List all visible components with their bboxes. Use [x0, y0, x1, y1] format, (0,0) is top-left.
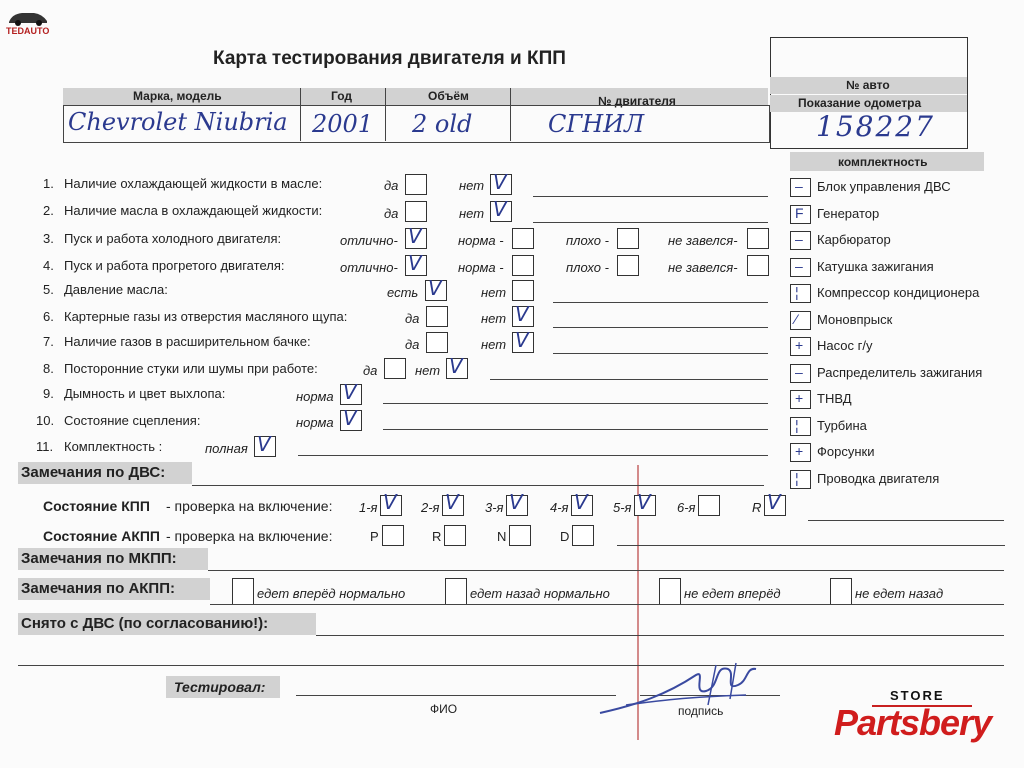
col-divider — [510, 88, 511, 141]
question-text: Наличие охлаждающей жидкости в масле: — [64, 176, 323, 191]
option-label: нет — [481, 285, 507, 300]
akpp-remarks-line — [210, 604, 1004, 605]
akpp-option-checkbox[interactable] — [830, 578, 852, 605]
answer-line — [490, 379, 768, 380]
kit-item-label: Катушка зажигания — [817, 258, 934, 274]
option-checkbox[interactable] — [405, 174, 427, 195]
question-number: 3. — [43, 231, 54, 246]
check-mark: V — [383, 490, 397, 514]
partsbery-logo — [832, 688, 1012, 758]
question-text: Состояние сцепления: — [64, 413, 201, 428]
answer-line — [298, 455, 768, 456]
check-mark: V — [408, 224, 422, 248]
option-label: норма — [296, 415, 334, 430]
kit-item-label: Генератор — [817, 205, 880, 221]
akpp-option-checkbox[interactable] — [232, 578, 254, 605]
fio-line — [296, 695, 616, 696]
akpp-option-label: едет назад нормально — [470, 586, 610, 601]
option-label: норма - — [458, 260, 504, 275]
akpp-option-label: едет вперёд нормально — [257, 586, 406, 601]
option-label: не завелся- — [668, 233, 738, 248]
kit-checkbox[interactable] — [790, 311, 811, 330]
kit-mark: ⁄ — [795, 310, 798, 327]
check-mark: V — [515, 328, 529, 352]
akpp-mode-checkbox[interactable] — [444, 525, 466, 546]
kit-checkbox[interactable] — [790, 417, 811, 436]
option-label: нет — [415, 363, 441, 378]
check-mark: V — [637, 490, 651, 514]
option-checkbox[interactable] — [617, 228, 639, 249]
kit-mark: ¦ — [795, 469, 799, 486]
kit-item-label: Форсунки — [817, 444, 875, 459]
check-mark: V — [493, 170, 507, 194]
answer-line — [383, 429, 768, 430]
question-text: Посторонние стуки или шумы при работе: — [64, 361, 318, 376]
answer-line — [533, 222, 768, 223]
option-label: нет — [459, 178, 485, 193]
kit-mark: F — [795, 204, 804, 221]
page-title: Карта тестирования двигателя и КПП — [213, 48, 566, 69]
option-label: плохо - — [566, 260, 609, 275]
option-label: да — [405, 337, 420, 352]
gear-checkbox[interactable] — [698, 495, 720, 516]
col-divider — [385, 88, 386, 141]
car-icon — [6, 8, 50, 28]
kpp-check-label: - проверка на включение: — [166, 498, 333, 514]
option-label: полная — [205, 441, 248, 456]
kit-item-label: Компрессор кондиционера — [817, 285, 980, 300]
handwritten-signature — [596, 655, 786, 720]
akpp-mode-checkbox[interactable] — [509, 525, 531, 546]
check-mark: V — [343, 406, 357, 430]
kit-item-label: Распределитель зажигания — [817, 364, 983, 380]
answer-line — [553, 327, 768, 328]
option-label: да — [384, 178, 399, 193]
check-mark: V — [449, 354, 463, 378]
kpp-state-label: Состояние КПП — [43, 498, 150, 514]
kit-item-label: ТНВД — [817, 391, 852, 406]
year-value: 2001 — [312, 110, 374, 138]
akpp-remarks-label: Замечания по АКПП: — [21, 580, 175, 597]
gear-label: 3-я — [485, 500, 504, 515]
akpp-line — [617, 545, 1005, 546]
kit-item-label: Турбина — [817, 417, 867, 433]
tested-by-label: Тестировал: — [174, 679, 266, 695]
year-label: Год — [331, 89, 352, 103]
check-mark: V — [767, 490, 781, 514]
gear-label: 6-я — [677, 500, 696, 515]
akpp-mode-checkbox[interactable] — [572, 525, 594, 546]
option-label: да — [363, 363, 378, 378]
gear-label: 2-я — [421, 500, 440, 515]
option-checkbox[interactable] — [617, 255, 639, 276]
check-mark: V — [574, 490, 588, 514]
question-number: 11. — [36, 439, 54, 454]
question-number: 4. — [43, 258, 54, 273]
model-value: Chevrolet Niubria — [68, 108, 288, 136]
kit-mark: ¦ — [795, 284, 799, 300]
check-mark: V — [428, 276, 442, 300]
check-mark: V — [515, 302, 529, 326]
auto-number-label: № авто — [846, 78, 890, 92]
kit-mark: – — [795, 257, 803, 274]
kit-mark: ¦ — [795, 416, 799, 433]
option-label: нет — [459, 206, 485, 221]
question-text: Комплектность : — [64, 439, 163, 454]
question-text: Картерные газы из отверстия масляного щупа: — [64, 309, 348, 324]
question-number: 6. — [43, 309, 54, 324]
akpp-option-label: не едет вперёд — [684, 586, 781, 601]
check-mark: V — [445, 490, 459, 514]
kit-item-label: Насос г/у — [817, 338, 873, 353]
akpp-option-checkbox[interactable] — [659, 578, 681, 605]
akpp-option-label: не едет назад — [855, 586, 944, 601]
answer-line — [533, 196, 768, 197]
option-label: отлично- — [340, 260, 398, 275]
kit-mark: + — [795, 337, 804, 353]
kit-mark: – — [795, 231, 803, 247]
option-label: да — [384, 206, 399, 221]
kit-checkbox[interactable] — [790, 284, 811, 303]
question-text: Наличие масла в охлаждающей жидкости: — [64, 203, 323, 218]
kit-mark: – — [795, 178, 803, 194]
check-mark: V — [257, 432, 271, 456]
question-text: Дымность и цвет выхлопа: — [64, 386, 226, 401]
tedauto-logo — [6, 8, 50, 36]
check-mark: V — [343, 380, 357, 404]
option-checkbox[interactable] — [426, 332, 448, 353]
kit-item-label: Блок управления ДВС — [817, 179, 951, 194]
partsbery-text: Partsbery — [834, 702, 992, 743]
kit-item-label: Моновпрыск — [817, 311, 893, 327]
check-mark: V — [509, 490, 523, 514]
answer-line — [383, 403, 768, 404]
fio-label: ФИО — [430, 702, 458, 716]
question-number: 7. — [43, 334, 54, 349]
akpp-option-checkbox[interactable] — [445, 578, 467, 605]
question-number: 2. — [43, 203, 54, 218]
mkpp-remarks-label: Замечания по МКПП: — [21, 550, 177, 567]
question-number: 9. — [43, 386, 54, 401]
kit-title: комплектность — [838, 155, 928, 169]
question-number: 8. — [43, 361, 54, 376]
mkpp-remarks-line — [208, 570, 1004, 571]
volume-label: Объём — [428, 89, 469, 103]
option-checkbox[interactable] — [747, 255, 769, 276]
col-divider — [300, 88, 301, 141]
question-number: 5. — [43, 282, 54, 297]
kpp-line — [808, 520, 1004, 521]
question-number: 10. — [36, 413, 55, 428]
option-label: отлично- — [340, 233, 398, 248]
check-mark: V — [493, 197, 507, 221]
option-checkbox[interactable] — [405, 201, 427, 222]
kit-item-label: Проводка двигателя — [817, 470, 940, 486]
akpp-mode-label: R — [432, 529, 442, 544]
question-text: Наличие газов в расширительном бачке: — [64, 334, 311, 349]
tedauto-text: TEDAUTO — [6, 26, 50, 36]
option-label: не завелся- — [668, 260, 738, 275]
volume-value: 2 old — [412, 110, 473, 138]
kit-item-label: Карбюратор — [817, 232, 891, 247]
gear-label: R — [752, 500, 762, 515]
dvs-remarks-label: Замечания по ДВС: — [21, 464, 166, 481]
answer-line — [553, 353, 768, 354]
akpp-mode-label: N — [497, 529, 507, 544]
dvs-remarks-line — [192, 485, 764, 486]
option-checkbox[interactable] — [384, 358, 406, 379]
akpp-state-label: Состояние АКПП — [43, 528, 160, 544]
option-checkbox[interactable] — [747, 228, 769, 249]
option-label: нет — [481, 311, 507, 326]
akpp-mode-label: D — [560, 529, 570, 544]
removed-line — [316, 635, 1004, 636]
engine-label: № двигателя — [598, 94, 676, 108]
question-text: Пуск и работа прогретого двигателя: — [64, 258, 285, 273]
question-text: Пуск и работа холодного двигателя: — [64, 231, 282, 246]
kit-mark: + — [795, 443, 804, 459]
kit-mark: + — [795, 390, 804, 406]
kit-checkbox[interactable] — [790, 470, 811, 489]
answer-line — [553, 302, 768, 303]
kit-mark: – — [795, 363, 803, 380]
gear-label: 4-я — [550, 500, 569, 515]
option-label: норма — [296, 389, 334, 404]
option-label: норма - — [458, 233, 504, 248]
removed-label: Снято с ДВС (по согласованию!): — [21, 615, 269, 632]
akpp-mode-checkbox[interactable] — [382, 525, 404, 546]
signature-label: подпись — [678, 704, 724, 718]
akpp-mode-label: P — [370, 529, 379, 544]
model-label: Марка, модель — [133, 89, 222, 103]
gear-label: 1-я — [359, 500, 378, 515]
option-label: плохо - — [566, 233, 609, 248]
question-number: 1. — [43, 176, 54, 191]
odometer-label: Показание одометра — [798, 96, 922, 110]
option-label: нет — [481, 337, 507, 352]
option-label: есть — [387, 285, 419, 300]
option-checkbox[interactable] — [512, 228, 534, 249]
option-checkbox[interactable] — [512, 280, 534, 301]
engine-value: CГНИЛ — [548, 110, 645, 138]
option-label: да — [405, 311, 420, 326]
gear-label: 5-я — [613, 500, 632, 515]
question-text: Давление масла: — [64, 282, 168, 297]
option-checkbox[interactable] — [512, 255, 534, 276]
odometer-value: 158227 — [816, 110, 935, 143]
store-text: STORE — [890, 688, 945, 703]
akpp-check-label: - проверка на включение: — [166, 528, 333, 544]
option-checkbox[interactable] — [426, 306, 448, 327]
removed-line-2 — [18, 665, 1004, 666]
check-mark: V — [408, 251, 422, 275]
